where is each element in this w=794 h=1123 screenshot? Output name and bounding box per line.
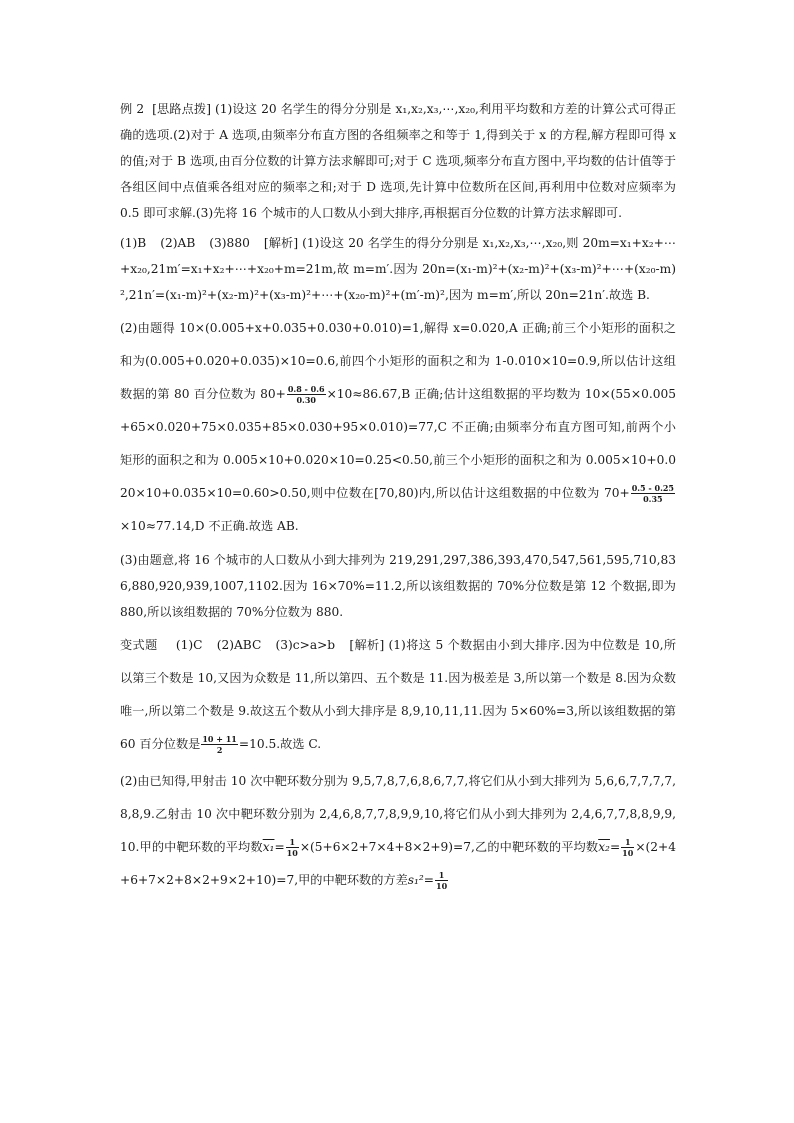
hint-text: (1)设这 20 名学生的得分分别是 x₁,x₂,x₃,⋯,x₂₀,利用平均数和方差的计算公式可得正确的选项.(2)对于 A 选项,由频率分布直方图的各组频率之和等于 1,得到关于 x 的方程,解方程即可得 x 的值;对于 B 选项,由百分位数的计算方法求解即可;对于 C 选项,频率分布直方图中,平均数的估计值等于各组区间中点值乘各组对应的频率之和;对于 D 选项,先计算中位数所在区间,再利用中位数对应频率为 0.5 即可求解.(3)先将 16 个城市的人口数从小到大排序,再根据百分位数的计算方法求解即可. xyxy=(120,102,677,220)
solution-2-part-c: ×10≈77.14,D 不正确.故选 AB. xyxy=(120,519,299,533)
mean-symbol-1: x₁ xyxy=(262,840,275,854)
fraction-median: $\frac{0.5 - 0.25}{0.35}$ xyxy=(631,483,674,504)
mean-symbol-2: x₂ xyxy=(598,840,610,854)
solution-1-text: (1)设这 20 名学生的得分分别是 x₁,x₂,x₃,⋯,x₂₀,则 20m=x₁+x₂+⋯+x₂₀,21m′=x₁+x₂+⋯+x₂₀+m=21m,故 m=m′.因为 20n=(x₁-m)²+(x₂-m)²+(x₃-m)²+⋯+(x₂₀-m)²,21n′=(x₁-m)²+(x₂-m)²+(x₃-m)²+⋯+(x₂₀-m)²+(m′-m)²,因为 m=m′,所以 20n=21n′.故选 B. xyxy=(120,236,677,302)
variant-solution-1-part-b: =10.5.故选 C. xyxy=(238,737,322,751)
example-2-hint xyxy=(120,96,676,226)
example-2-solution-1 xyxy=(120,230,676,308)
solution-tag: [解析] xyxy=(263,236,299,250)
variant-solution-2-part-c: ×(2+4+6+7×2+8×2+9×2+10)=7,甲的中靶环数的方差 xyxy=(120,840,676,887)
variant-answer-3: (3)c>a>b xyxy=(275,638,336,652)
example-label: 例 2 xyxy=(120,102,145,116)
variant-solution-2: (2)由已知得,甲射击 10 次中靶环数分别为 9,5,7,8,7,6,8,6,7,7,将它们从小到大排列为 5,6,6,7,7,7,7,8,8,9.乙射击 10 次中靶环数分别为 2,4,6,8,7,7,8,9,9,10,将它们从小到大排列为 2,4,6,7,7,8,8,9,9,10.甲的中靶环数的平均数x₁= $\frac{1}{10}$ ×(5+6×2+7×4+8×2+9)=7,乙的中靶环数的平均数x₂= $\frac{1}{10}$ ×(2+4+6+7×2+8×2+9×2+10)=7,甲的中靶环数的方差s₁²= $\frac{1}{10}$ xyxy=(120,774,676,891)
fraction-60th-percentile: $\frac{10 + 11}{2}$ xyxy=(202,734,237,755)
variant-solution-2-part-a: (2)由已知得,甲射击 10 次中靶环数分别为 9,5,7,8,7,6,8,6,7,7,将它们从小到大排列为 5,6,6,7,7,7,7,8,8,9.乙射击 10 次中靶环数分别为 2,4,6,8,7,7,8,9,9,10,将它们从小到大排列为 2,4,6,7,7,8,8,9,9,10.甲的中靶环数的平均数 xyxy=(120,774,676,854)
solution-3-text: (3)由题意,将 16 个城市的人口数从小到大排列为 219,291,297,386,393,470,547,561,595,710,836,880,920,939,1007,1102.因为 16×70%=11.2,所以该组数据的 70%分位数是第 12 个数据,即为 880,所以该组数据的 70%分位数为 880. xyxy=(120,553,676,619)
fraction-one-tenth-3: $\frac{1}{10}$ xyxy=(436,870,448,891)
example-2-solution-3 xyxy=(120,547,676,625)
fraction-one-tenth-1: $\frac{1}{10}$ xyxy=(286,837,298,858)
solution-2-part-a: (2)由题得 10×(0.005+x+0.035+0.030+0.010)=1,解得 x=0.020,A 正确;前三个小矩形的面积之和为(0.005+0.020+0.035)×10=0.6,前四个小矩形的面积之和为 1-0.010×10=0.9,所以估计这组数据的第 80 百分位数为 80+ xyxy=(120,321,676,401)
fraction-one-tenth-2: $\frac{1}{10}$ xyxy=(622,837,634,858)
variant-solution-2-part-b: ×(5+6×2+7×4+8×2+9)=7,乙的中靶环数的平均数 xyxy=(299,840,599,854)
variance-symbol: s₁²= xyxy=(407,873,435,887)
hint-tag: [思路点拨] xyxy=(152,102,212,116)
variant-solution-tag: [解析] xyxy=(349,638,385,652)
variant-solution-1 xyxy=(120,629,676,761)
answer-3: (3)880 xyxy=(209,236,250,250)
solution-content xyxy=(120,96,676,901)
answer-1: (1)B xyxy=(120,236,147,250)
variant-answer-1: (1)C xyxy=(175,638,203,652)
answer-2: (2)AB xyxy=(160,236,196,250)
variant-solution-1-part-a: (1)将这 5 个数据由小到大排序.因为中位数是 10,所以第三个数是 10,又因为众数是 11,所以第四、五个数是 11.因为极差是 3,所以第一个数是 8.因为众数唯一,所以第二个数是 9.故这五个数从小到大排序是 8,9,10,11,11.因为 5×60%=3,所以该组数据的第 60 百分位数是 xyxy=(120,638,677,751)
variant-answer-2: (2)ABC xyxy=(216,638,262,652)
solution-2-part-b: ×10≈86.67,B 正确;估计这组数据的平均数为 10×(55×0.005+65×0.020+75×0.035+85×0.030+95×0.010)=77,C 不正确;由频率分布直方图可知,前两个小矩形的面积之和为 0.005×10+0.020×10=0.25<0.50,前三个小矩形的面积之和为 0.005×10+0.020×10+0.035×10=0.60>0.50,则中位数在[70,80)内,所以估计这组数据的中位数为 70+ xyxy=(120,387,676,500)
example-2-solution-2 xyxy=(120,312,676,543)
fraction-80th-percentile: $\frac{0.8 - 0.6}{0.30}$ xyxy=(287,384,325,405)
variant-label: 变式题 xyxy=(120,638,158,652)
